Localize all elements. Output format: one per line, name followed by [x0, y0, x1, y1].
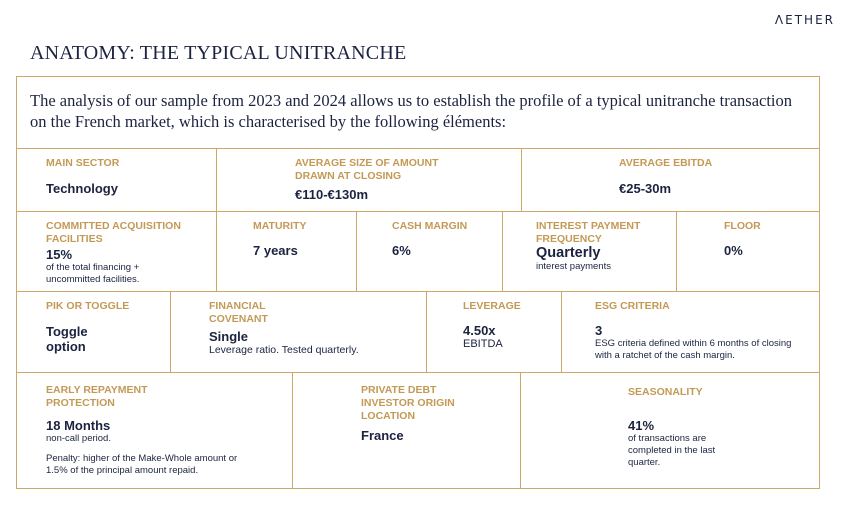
avg-ebitda-label: AVERAGE EBITDA — [619, 157, 713, 169]
row-4 — [17, 373, 819, 488]
floor-value: 0% — [724, 243, 743, 258]
cell-covenant — [171, 292, 427, 372]
avg-ebitda-value: €25-30m — [619, 181, 672, 196]
cell-floor — [677, 212, 819, 291]
pik-value-line2: option — [46, 339, 86, 354]
unitranche-panel — [16, 76, 820, 489]
cell-main-sector — [17, 149, 217, 211]
early-penalty: Penalty: higher of the Make-Whole amount or 1.5% of the principal amount repaid. — [46, 453, 238, 476]
row-2 — [17, 212, 819, 292]
interest-label: INTEREST PAYMENT FREQUENCY — [536, 220, 641, 245]
cell-maturity — [217, 212, 357, 291]
leverage-label: LEVERAGE — [463, 300, 521, 312]
committed-label: COMMITTED ACQUISITION FACILITIES — [46, 220, 181, 245]
page-title: ANATOMY: THE TYPICAL UNITRANCHE — [30, 42, 407, 64]
cell-interest — [503, 212, 677, 291]
committed-value: 15% — [46, 247, 73, 262]
covenant-note: Leverage ratio. Tested quarterly. — [209, 344, 359, 356]
cell-pik — [17, 292, 171, 372]
brand-logo: ΛETHER — [774, 13, 835, 27]
pik-label: PIK OR TOGGLE — [46, 300, 130, 312]
main-sector-label: MAIN SECTOR — [46, 157, 120, 169]
cell-leverage — [427, 292, 562, 372]
cell-avg-ebitda — [522, 149, 819, 211]
avg-size-label: AVERAGE SIZE OF AMOUNT DRAWN AT CLOSING — [295, 157, 439, 182]
early-value: 18 Months — [46, 418, 111, 433]
esg-note: ESG criteria defined within 6 months of closing with a ratchet of the cash margin. — [595, 338, 792, 361]
maturity-label: MATURITY — [253, 220, 307, 232]
early-label: EARLY REPAYMENT PROTECTION — [46, 384, 148, 409]
intro-text: The analysis of our sample from 2023 and 2024 allows us to establish the profile of a typical unitranche transaction on the French market, which is characterised by the following éléments: — [17, 77, 819, 149]
cell-cash-margin — [357, 212, 503, 291]
covenant-label: FINANCIAL COVENANT — [209, 300, 268, 325]
cell-avg-size — [217, 149, 522, 211]
avg-size-value: €110-€130m — [295, 187, 369, 202]
seasonality-label: SEASONALITY — [628, 386, 703, 398]
pik-value-line1: Toggle — [46, 324, 88, 339]
origin-label: PRIVATE DEBT INVESTOR ORIGIN LOCATION — [361, 384, 455, 422]
leverage-note: EBITDA — [463, 338, 503, 350]
seasonality-note: of transactions are completed in the last quarter. — [628, 433, 716, 468]
row-1 — [17, 149, 819, 212]
seasonality-value: 41% — [628, 418, 655, 433]
cell-early-repayment — [17, 373, 293, 488]
cell-investor-origin — [293, 373, 521, 488]
main-sector-value: Technology — [46, 181, 118, 196]
cash-margin-label: CASH MARGIN — [392, 220, 468, 232]
covenant-value: Single — [209, 329, 249, 344]
interest-note: interest payments — [536, 261, 611, 272]
esg-value: 3 — [595, 323, 603, 338]
maturity-value: 7 years — [253, 243, 298, 258]
floor-label: FLOOR — [724, 220, 761, 232]
cash-margin-value: 6% — [392, 243, 411, 258]
cell-esg — [562, 292, 819, 372]
esg-label: ESG CRITERIA — [595, 300, 670, 312]
origin-value: France — [361, 428, 404, 443]
cell-committed — [17, 212, 217, 291]
cell-seasonality — [521, 373, 819, 488]
early-note: non-call period. — [46, 433, 111, 444]
leverage-value: 4.50x — [463, 323, 496, 338]
row-3 — [17, 292, 819, 373]
interest-value: Quarterly — [536, 245, 601, 261]
committed-note: of the total financing + uncommitted facilities. — [46, 262, 140, 285]
